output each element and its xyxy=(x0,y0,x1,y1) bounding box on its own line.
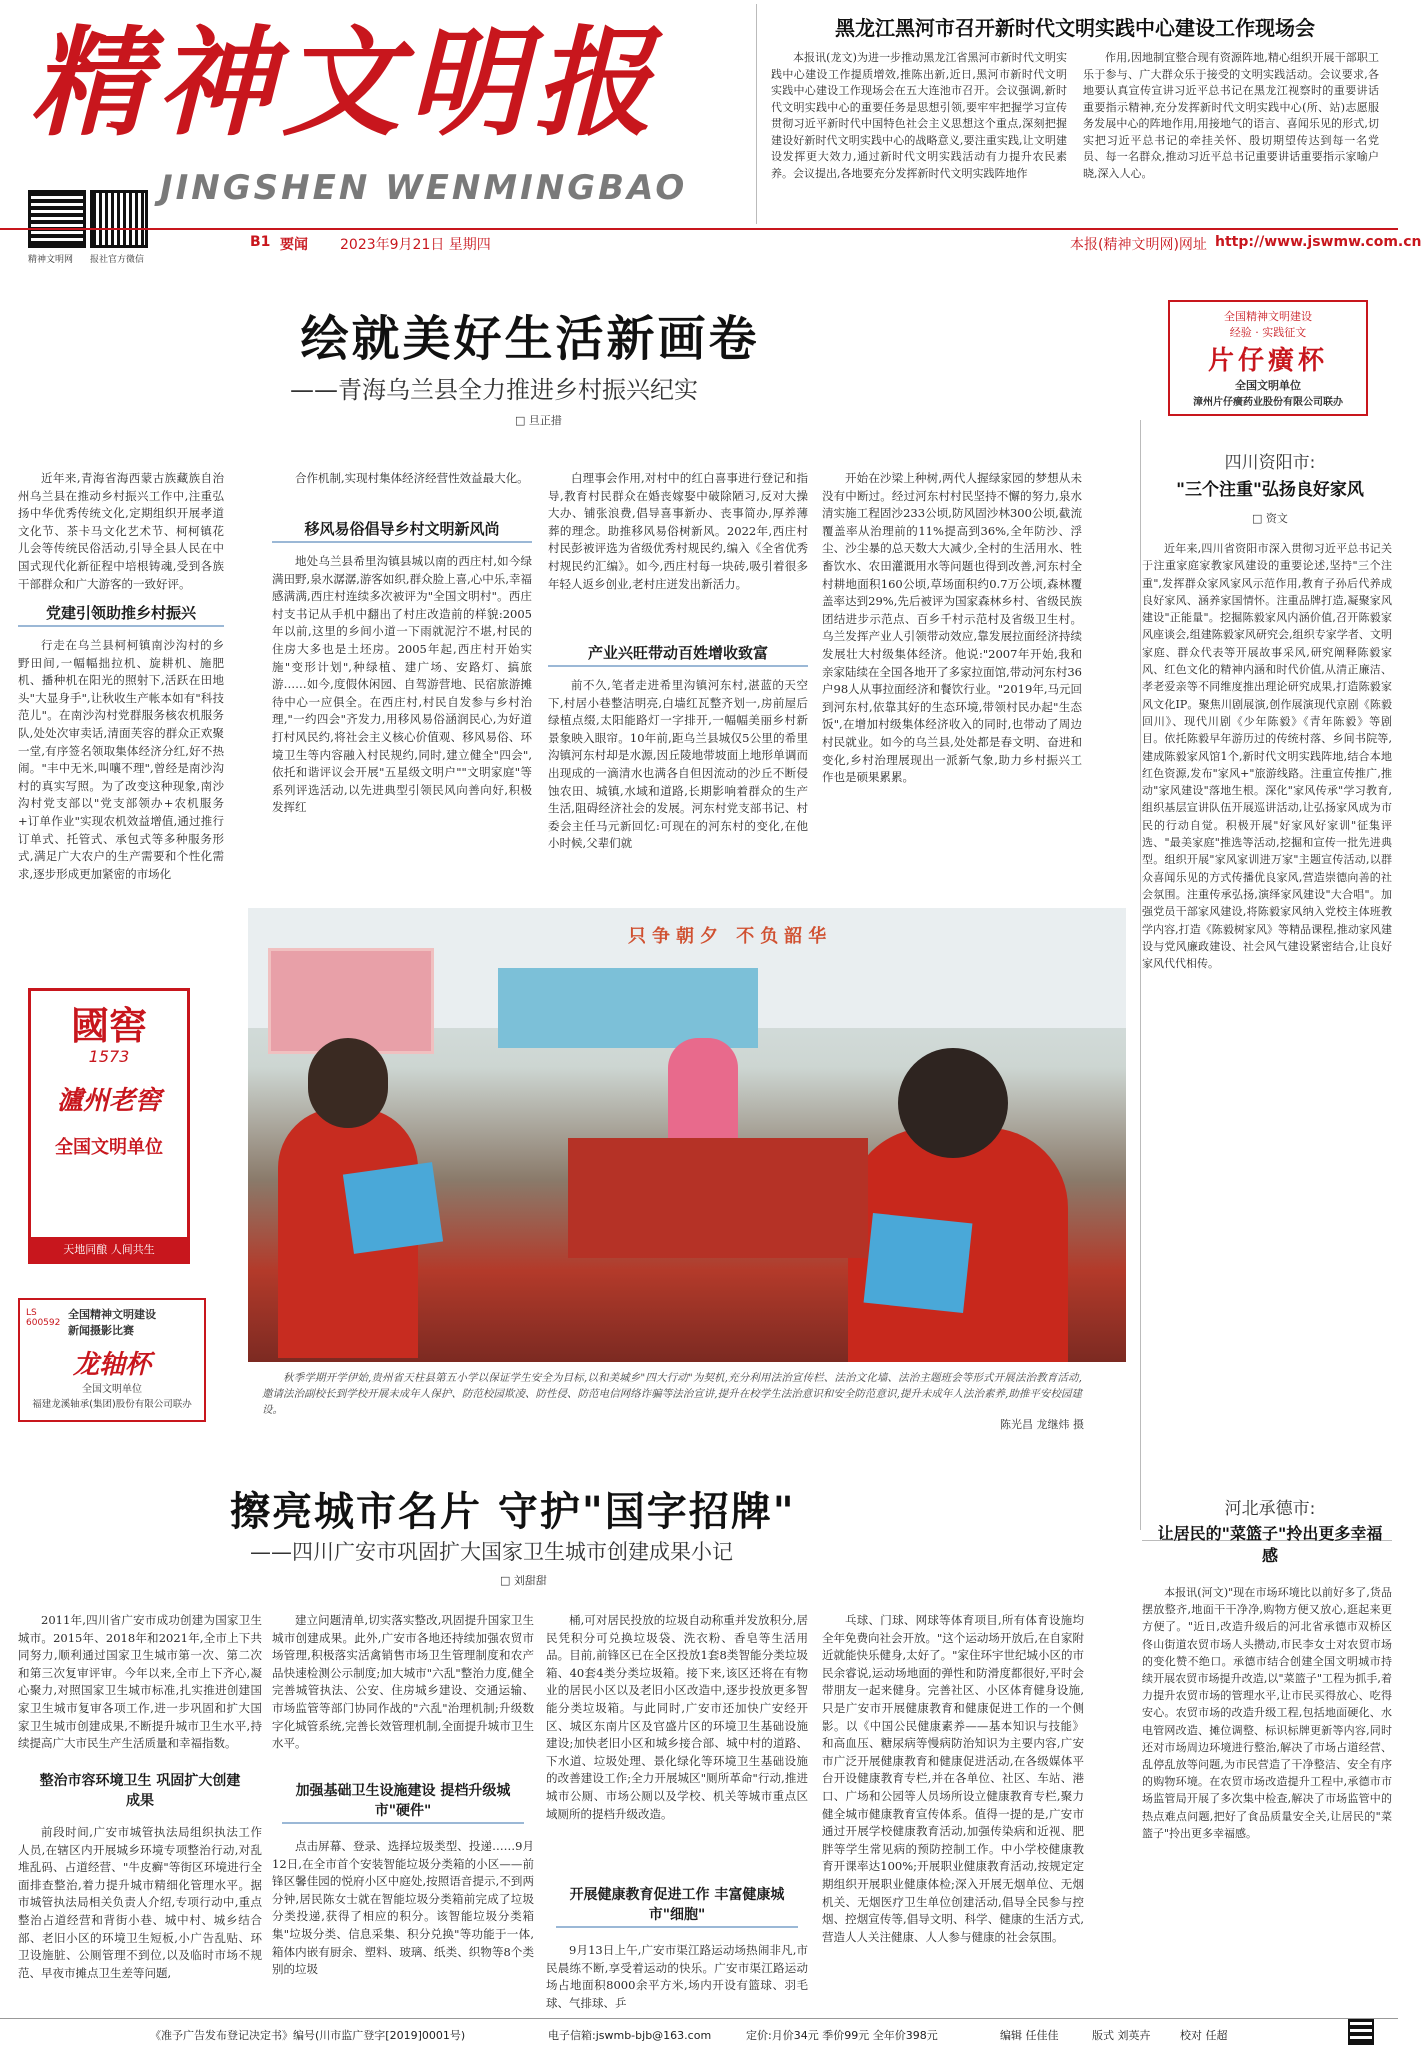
student-head xyxy=(898,1048,1008,1158)
main-col-2 xyxy=(272,470,532,890)
section-heading: 党建引领助推乡村振兴 xyxy=(18,602,224,627)
footer-editor: 编辑 任佳佳 xyxy=(1000,2029,1059,2042)
masthead-pinyin: JINGSHEN WENMINGBAO xyxy=(160,168,688,208)
top-news-col2: 作用,因地制宜整合现有资源阵地,精心组织开展干部职工乐于参与、广大群众乐于接受的文明实践活动。会议要求,各地要认真宣传宣讲习近平总书记在黑龙江视察时的重要讲话重要指示精神,充分发挥新时代文明实践中心(所、站)志愿服务发展中心的阵地作用,用接地气的语言、喜闻乐见的形式,切实把习近平总书记的牵挂关怀、殷切期望传达到每一名党员、每一名群众,推动习近平总书记重要讲话重要指示家喻户晓,深入人心。 xyxy=(1083,51,1379,180)
book xyxy=(343,1162,443,1254)
info-bar xyxy=(0,228,1422,258)
ad-line2: 经验 · 实践征文 xyxy=(1229,326,1307,339)
masthead-title: 精神文明报 xyxy=(30,13,661,152)
guojiao-ad xyxy=(28,988,190,1264)
main-byline: □ 旦正措 xyxy=(515,414,562,427)
qr1-label: 精神文明网 xyxy=(28,255,74,265)
main-col2-text: 合作机制,实现村集体经济经营性效益最大化。 xyxy=(295,471,529,485)
issue-date: 2023年9月21日 星期四 xyxy=(340,237,491,253)
section-heading: 整治市容环境卫生 巩固扩大创建成果 xyxy=(39,1773,241,1809)
second-col-3 xyxy=(546,1612,808,2012)
section-heading: 产业兴旺带动百姓增收致富 xyxy=(548,642,808,667)
ad-code: LS 600592 xyxy=(26,1308,61,1328)
footer-license: 《准予广告发布登记决定书》编号(川市监广登字[2019]0001号) xyxy=(150,2029,466,2042)
main-col3-text: 白理事会作用,对村中的红白喜事进行登记和指导,教育村民群众在婚丧嫁娶中破除陋习,反对大操大办、铺张浪费,倡导喜事新办、丧事简办,厚养薄葬的理念。助推移风易俗树新风。2022年,西庄村村民彭被评选为省级优秀村规民约,编入《全省优秀村规民约汇编》。如今,西庄村每一块砖,吸引着很多年轻人返乡创业,老村庄迸发出新活力。 xyxy=(548,471,808,591)
section-heading: 开展健康教育促进工作 丰富健康城市"细胞" xyxy=(556,1884,798,1928)
ad-unit: 全国文明单位 xyxy=(55,1137,163,1158)
main-col1b-text: 行走在乌兰县柯柯镇南沙沟村的乡野田间,一幅幅拙拉机、旋耕机、施肥机、播种机在阳光的照射下,活跃在田地头"大显身手",让秋收生产帐本如有"科技范儿"。在南沙沟村党群服务核农机服务队,处处次审卖话,清面芙容的群众正欢聚一堂,有序签名领取集体经济分红,好不热闹。"丰中无米,叫嚷不理",曾经是南沙沟村的真实写照。为了改变这种现象,南沙沟村党支部以"党支部领办+农机服务+订单作业"实现农机效益增值,通过推行订单式、托管式、承包式等多种服务形式,满足广大农户的生产需要和个性化需求,逐步形成更加紧密的市场化 xyxy=(18,638,224,881)
news-photo xyxy=(248,908,1126,1362)
ad-line2: 新闻摄影比赛 xyxy=(68,1324,134,1337)
second-col1b-text: 前段时间,广安市城管执法局组织执法工作人员,在辖区内开展城乡环境专项整治行动,对乱堆乱码、占道经营、"牛皮癣"等街区环境进行全面排查整治,着力提升城市精细化管理水平。据市城管执法局相关负责人介绍,专项行动中,重点整治占道经营和背街小巷、城中村、城乡结合部、老旧小区的环境卫生短板,小广告乱贴、环卫设施脏、公厕管理不到位,以及临时市场不规范、早夜市摊点卫生差等问题, xyxy=(18,1825,262,1980)
ad-slogan: 天地同酿 人间共生 xyxy=(31,1237,187,1261)
qr2-label: 报社官方微信 xyxy=(90,255,145,265)
photo-caption: 秋季学期开学伊始,贵州省天柱县第五小学以保证学生安全为目标,以和美城乡"四大行动"为契机,充分利用法治宣传栏、法治文化墙、法治主题班会等形式开展法治教育活动,邀请法治副校长到学校开展未成年人保护、防范校园欺凌、防性侵、防范电信网络诈骗等法治宣讲,提升在校学生法治意识和安全防范意识,提升未成年人法治素养,助推平安校园建设。 xyxy=(262,1372,1082,1416)
second-headline: 擦亮城市名片 守护"国字招牌" xyxy=(230,1489,796,1535)
right-article2-text: 本报讯(河文)"现在市场环境比以前好多了,货品摆放整齐,地面干干净净,购物方便又放心,逛起来更方便了。"近日,改造升级后的河北省承德市双桥区佟山街道农贸市场人头攒动,市民李女士对农贸市场的变化赞不绝口。承德市结合创建全国文明城市持续开展农贸市场提升改造,以"菜篮子"工程为抓手,着力提升农贸市场的管理水平,让市民买得放心、吃得安心。农贸市场的改造升级工程,包括地面硬化、水电管网改造、摊位调整、标识标牌更新等内容,同时还对市场周边环境进行整治,解决了市场占道经营、乱停乱放等问题,为市民营造了干净整洁、安全有序的购物环境。在农贸市场改造提升工程中,承德市市场监管局开展了多次集中检查,解决了市场监管中的热点难点问题,把好了食品质量安全关,让居民的"菜篮子"拎出更多幸福感。 xyxy=(1142,1586,1392,1840)
ad-brand: 龙轴杯 xyxy=(72,1350,151,1380)
main-col2b-text: 地处乌兰县希里沟镇县城以南的西庄村,如今绿满田野,泉水潺潺,游客如织,群众脸上喜,心中乐,幸福感满满,西庄村连续多次被评为"全国文明村"。西庄村支书记从手机中翻出了村庄改造前的样貌:2005年以前,这里的乡间小道一下雨就泥泞不堪,村民的住房大多也是土坯房。2005年起,西庄村开始实施"变形计划",种绿植、建广场、安路灯、搞旅游……如今,度假休闲园、自驾游营地、民宿旅游摊待中心一应俱全。在西庄村,村民自发参与乡村治理,"一约四会"齐发力,用移风易俗涵润民心,为好道打村风民约,将社会主义核心价值观、移风易俗、环境卫生等内容融入村民规约,同时,建立健全"四会",依托和谐评议会开展"五星级文明户""文明家庭"等系列评选活动,以先进典型引领民风向善向好,积极发挥红 xyxy=(272,554,532,815)
main-col3b-text: 前不久,笔者走进希里沟镇河东村,湛蓝的天空下,村居小巷整洁明亮,白墙红瓦整齐划一,房前屋后绿植点缀,太阳能路灯一字排开,一幅幅美丽乡村新景象映入眼帘。10年前,距乌兰县城仅5公里的希里沟镇河东村却是水源,因丘陵地带坡面上地形单调而出现成的一滴清水也满各自但因流动的沙丘不断侵蚀农田、城镇,水域和道路,长期影响着群众的生产生活,阻碍经济社会的发展。河东村党支部书记、村委会主任马元新回忆:可现在的河东村的变化,在他小时候,父辈们就 xyxy=(548,678,808,851)
second-byline: □ 刘甜甜 xyxy=(500,1574,547,1587)
footer-proofreader: 校对 任超 xyxy=(1180,2029,1228,2042)
ad-year: 1573 xyxy=(88,1047,130,1066)
footer-qr-icon xyxy=(1348,2019,1374,2045)
right-article1-header xyxy=(1150,448,1390,526)
second-col2-text: 建立问题清单,切实落实整改,巩固提升国家卫生城市创建成果。此外,广安市各地还持续加强农贸市场管理,积极落实活禽销售市场卫生管理制度和农产品快速检测公示制度;加大城市"六乱"整治力度,健全完善城管执法、公安、住房城乡建设、交通运输、市场监管等部门协同作战的"六乱"治理机制;升级数字化城管系统,完善长效管理机制,全面提升城市卫生水平。 xyxy=(272,1613,534,1751)
students-row xyxy=(568,1138,868,1258)
second-col3-text: 桶,可对居民投放的垃圾自动称重并发放积分,居民凭积分可兑换垃圾袋、洗衣粉、香皂等生活用品。目前,前锋区已在全区投放1套8类智能分类垃圾箱、40套4类分类垃圾箱。接下来,该区还将在有物业的居民小区以及老旧小区改造中,逐步投放更多智能分类垃圾箱。与此同时,广安市还加快广安经开区、城区东南片区及官盛片区的环境卫生基础设施建设;加快老旧小区和城乡接合部、城中村的道路、下水道、垃圾处理、景化绿化等环境卫生基础设施的改善建设工作;全力开展城区"厕所革命"行动,推进城市公厕、市场公厕以及学校、机关等城市重点区域厕所的提档升级改造。 xyxy=(546,1613,808,1821)
section-heading: 加强基础卫生设施建设 提档升级城市"硬件" xyxy=(282,1780,524,1824)
footer-price: 定价:月价34元 季价99元 全年价398元 xyxy=(746,2029,938,2042)
top-news-col1: 本报讯(龙文)为进一步推动黑龙江省黑河市新时代文明实践中心建设工作提质增效,推陈出新,近日,黑河市新时代文明实践中心建设工作现场会在五大连池市召开。会议强调,新时代文明实践中心的重要任务是思想引领,要牢牢把握学习宣传贯彻习近平新时代中国特色社会主义思想这个重点,深刻把握建设好新时代文明实践中心的战略意义,要注重实践,让文明建设发挥更大效力,通过新时代文明实践活动有力提升农民素养。会议提出,各地要充分发挥新时代文明实践阵地作 xyxy=(771,51,1067,180)
right-article1-title: "三个注重"弘扬良好家风 xyxy=(1176,480,1364,500)
section-heading: 移风易俗倡导乡村文明新风尚 xyxy=(272,518,532,543)
pianzaihuang-ad xyxy=(1168,300,1368,416)
main-subtitle: ——青海乌兰县全力推进乡村振兴纪实 xyxy=(290,376,698,404)
main-headline: 绘就美好生活新画卷 xyxy=(300,311,760,367)
book xyxy=(864,1213,973,1313)
second-col1-text: 2011年,四川省广安市成功创建为国家卫生城市。2015年、2018年和2021年,全市上下共同努力,顺利通过国家卫生城市第一次、第二次和第三次复审评审。今年以来,全市上下齐心,凝心聚力,对照国家卫生城市标准,扎实推进创建国家卫生城市复审各项工作,进一步巩固和扩大国家卫生城市创建成果,不断提升城市卫生水平,持续提高广大市民生产生活质量和幸福指数。 xyxy=(18,1613,262,1751)
footer-email[interactable]: 电子信箱:jswmb-bjb@163.com xyxy=(548,2029,712,2042)
second-col2b-text: 点击屏幕、登录、选择垃圾类型、投递……9月12日,在全市首个安装智能垃圾分类箱的小区——前锋区馨佳园的悦府小区中庭处,按照语音提示,不到两分钟,居民陈女士就在智能垃圾分类箱前完成了垃圾分类投递,获得了相应的积分。该智能垃圾分类箱集"垃圾分类、信息采集、积分兑换"等功能于一体,箱体内嵌有厨余、塑料、玻璃、纸类、织物等8个类别的垃圾 xyxy=(272,1839,534,1977)
page-number: B1 xyxy=(250,234,271,250)
second-subtitle: ——四川广安市巩固扩大国家卫生城市创建成果小记 xyxy=(250,1540,733,1564)
ad-title: 國窖 xyxy=(70,1004,147,1048)
section-name: 要闻 xyxy=(280,237,308,253)
student-head xyxy=(308,1038,388,1128)
ad-company: 福建龙溪轴承(集团)股份有限公司联办 xyxy=(32,1399,192,1410)
ad-line1: 全国精神文明建设 xyxy=(1224,310,1312,323)
website-url[interactable]: http://www.jswmw.com.cn xyxy=(1215,234,1422,250)
ad-unit: 全国文明单位 xyxy=(1235,379,1301,392)
ad-brand: 瀘州老窖 xyxy=(56,1086,161,1116)
right-article2-header xyxy=(1150,1494,1390,1567)
ad-brand: 片仔癀杯 xyxy=(1207,346,1328,376)
footer-designer: 版式 刘英卉 xyxy=(1092,2029,1151,2042)
top-news-box xyxy=(756,4,1393,224)
ad-company: 漳州片仔癀药业股份有限公司联办 xyxy=(1193,397,1343,408)
second-col-2 xyxy=(272,1612,534,2012)
photo-credit: 陈光昌 龙继炜 摄 xyxy=(1000,1418,1084,1431)
longzhou-ad xyxy=(18,1298,206,1422)
ad-line1: 全国精神文明建设 xyxy=(68,1308,156,1321)
right-article2-title: 让居民的"菜篮子"拎出更多幸福感 xyxy=(1157,1524,1383,1565)
bulletin-board xyxy=(498,968,758,1048)
wall-slogan: 只争朝夕 不负韶华 xyxy=(628,926,833,947)
right-article1-location: 四川资阳市: xyxy=(1224,453,1316,473)
right-article1-text: 近年来,四川省资阳市深入贯彻习近平总书记关于注重家庭家教家风建设的重要论述,坚持"三个注重",发挥群众家风家风示范作用,教育子孙后代养成良好家风、涵养家国情怀。注重品牌打造,凝聚家风建设"正能量"。挖掘陈毅家风内涵价值,召开陈毅家风座谈会,组建陈毅家风研究会,组织专家学者、文明家庭、群众代表等开展故事采风,研究阐释陈毅家风、红色文化的精神内涵和时代价值,从清正廉洁、孝老爱亲等不同维度推出理论研究成果,打造陈毅家风文化IP。聚焦川剧展演,创作展演现代京剧《陈毅回川》、现代川剧《少年陈毅》《青年陈毅》等剧目。依托陈毅早年游历过的传统村落、乡间书院等,建成陈毅家风馆1个,新时代文明实践阵地,结合本地红色资源,发布"家风+"旅游线路。注重宣传推广,推动"家风建设"落地生根。深化"家风传承"学习教育,组织基层宣讲队伍开展巡讲活动,让弘扬家风成为市民的行动自觉。积极开展"好家风好家训"征集评选、"最美家庭"推选等活动,挖掘和宣传一批先进典型。组织开展"家风家训进万家"主题宣传活动,以群众喜闻乐见的方式传播优良家风,营造崇德向善的社会氛围。注重传承弘扬,演绎家风建设"大合唱"。加强党员干部家风建设,将陈毅家风纳入党校主体班教学内容,打造《陈毅树家风》等精品课程,推动家风建设与党风廉政建设、社会风气建设紧密结合,让良好家风代代相传。 xyxy=(1142,542,1392,971)
right-article2-location: 河北承德市: xyxy=(1224,1499,1316,1519)
second-col3b-text: 9月13日上午,广安市渠江路运动场热闹非凡,市民晨练不断,享受着运动的快乐。广安市渠江路运动场占地面积8000余平方米,场内开设有篮球、羽毛球、气排球、乒 xyxy=(546,1943,808,2010)
top-news-title: 黑龙江黑河市召开新时代文明实践中心建设工作现场会 xyxy=(835,16,1315,40)
second-col-4: 乓球、门球、网球等体育项目,所有体育设施均全年免费向社会开放。"这个运动场开放后,在自家附近就能快乐健身,太好了。"家住环宇世纪城小区的市民余睿说,运动场地面的弹性和防滑度都很好,平时会带朋友一起来健身。完善社区、小区体育健身设施,只是广安市开展健康教育和健康促进工作的一个侧影。以《中国公民健康素养——基本知识与技能》和高血压、糖尿病等慢病防治知识为主要内容,广安市广泛开展健康教育和健康促进活动,在各级媒体平台开设健康教育专栏,并在各单位、社区、车站、港口、广场和公园等人员场所设立健康教育专栏,聚力健全城市健康教育宣传体系。值得一提的是,广安市通过开展学校健康教育活动,加强传染病和近视、肥胖等学生常见病的预防控制工作。中小学校健康教育开课率达100%;开展职业健康教育活动,按规定定期组织开展职业健康体检;深入开展无烟单位、无烟机关、无烟医疗卫生单位创建活动,倡导全民参与控烟、控烟宣传等,倡导文明、科学、健康的生活方式,营造人人关注健康、人人参与健康的社会氛围。 xyxy=(822,1613,1084,1944)
main-col-4: 开始在沙梁上种树,两代人握绿家园的梦想从未没有中断过。经过河东村村民坚持不懈的努力,泉水清实施工程固沙233公顷,防风固沙林300公顷,截流覆盖率从治理前的11%提高到36%,全年防沙、浮尘、沙尘暴的总天数大大减少,全村的生活用水、牲畜饮水、农田灌溉用水等问题也得到改善,河东村全村耕地面积160公顷,草场面积约0.7万公顷,森林覆盖率达到29%,先后被评为国家森林乡村、省级民族团结进步示范点、百乡千村示范村及省级卫生村。乌兰发挥产业人引领带动效应,靠发展拉面经济持续发展壮大村级集体经济。他说:"2007年开始,我和亲家陆续在全国各地开了多家拉面馆,带动河东村36户98人从事拉面经济和餐饮行业。"2019年,马元回到河东村,依靠其好的生态环境,带领村民办起"生态饭",在增加村级集体经济收入的同时,也带动了周边村民就业。如今的乌兰县,处处都是春文明、奋进和变化,乡村治理展现出一派新气象,助力乡村振兴工作也是硕果累累。 xyxy=(822,471,1082,785)
ad-unit: 全国文明单位 xyxy=(82,1384,142,1395)
main-col1-text: 近年来,青海省海西蒙古族藏族自治州乌兰县在推动乡村振兴工作中,注重弘扬中华优秀传统文化,定期组织开展孝道文化节、茶卡马文化艺术节、柯柯镇花儿会等传统民俗活动,引导全县人民在中国式现代化新征程中培根铸魂,受到各族干部群众和广大游客的一致好评。 xyxy=(18,471,224,591)
right-article1-byline: □ 资文 xyxy=(1252,512,1288,525)
footer xyxy=(0,2018,1398,2049)
second-col-1 xyxy=(18,1612,262,2012)
main-col-3 xyxy=(548,470,808,890)
main-col-1 xyxy=(18,470,224,890)
website-label: 本报(精神文明网)网址 xyxy=(1070,237,1207,253)
